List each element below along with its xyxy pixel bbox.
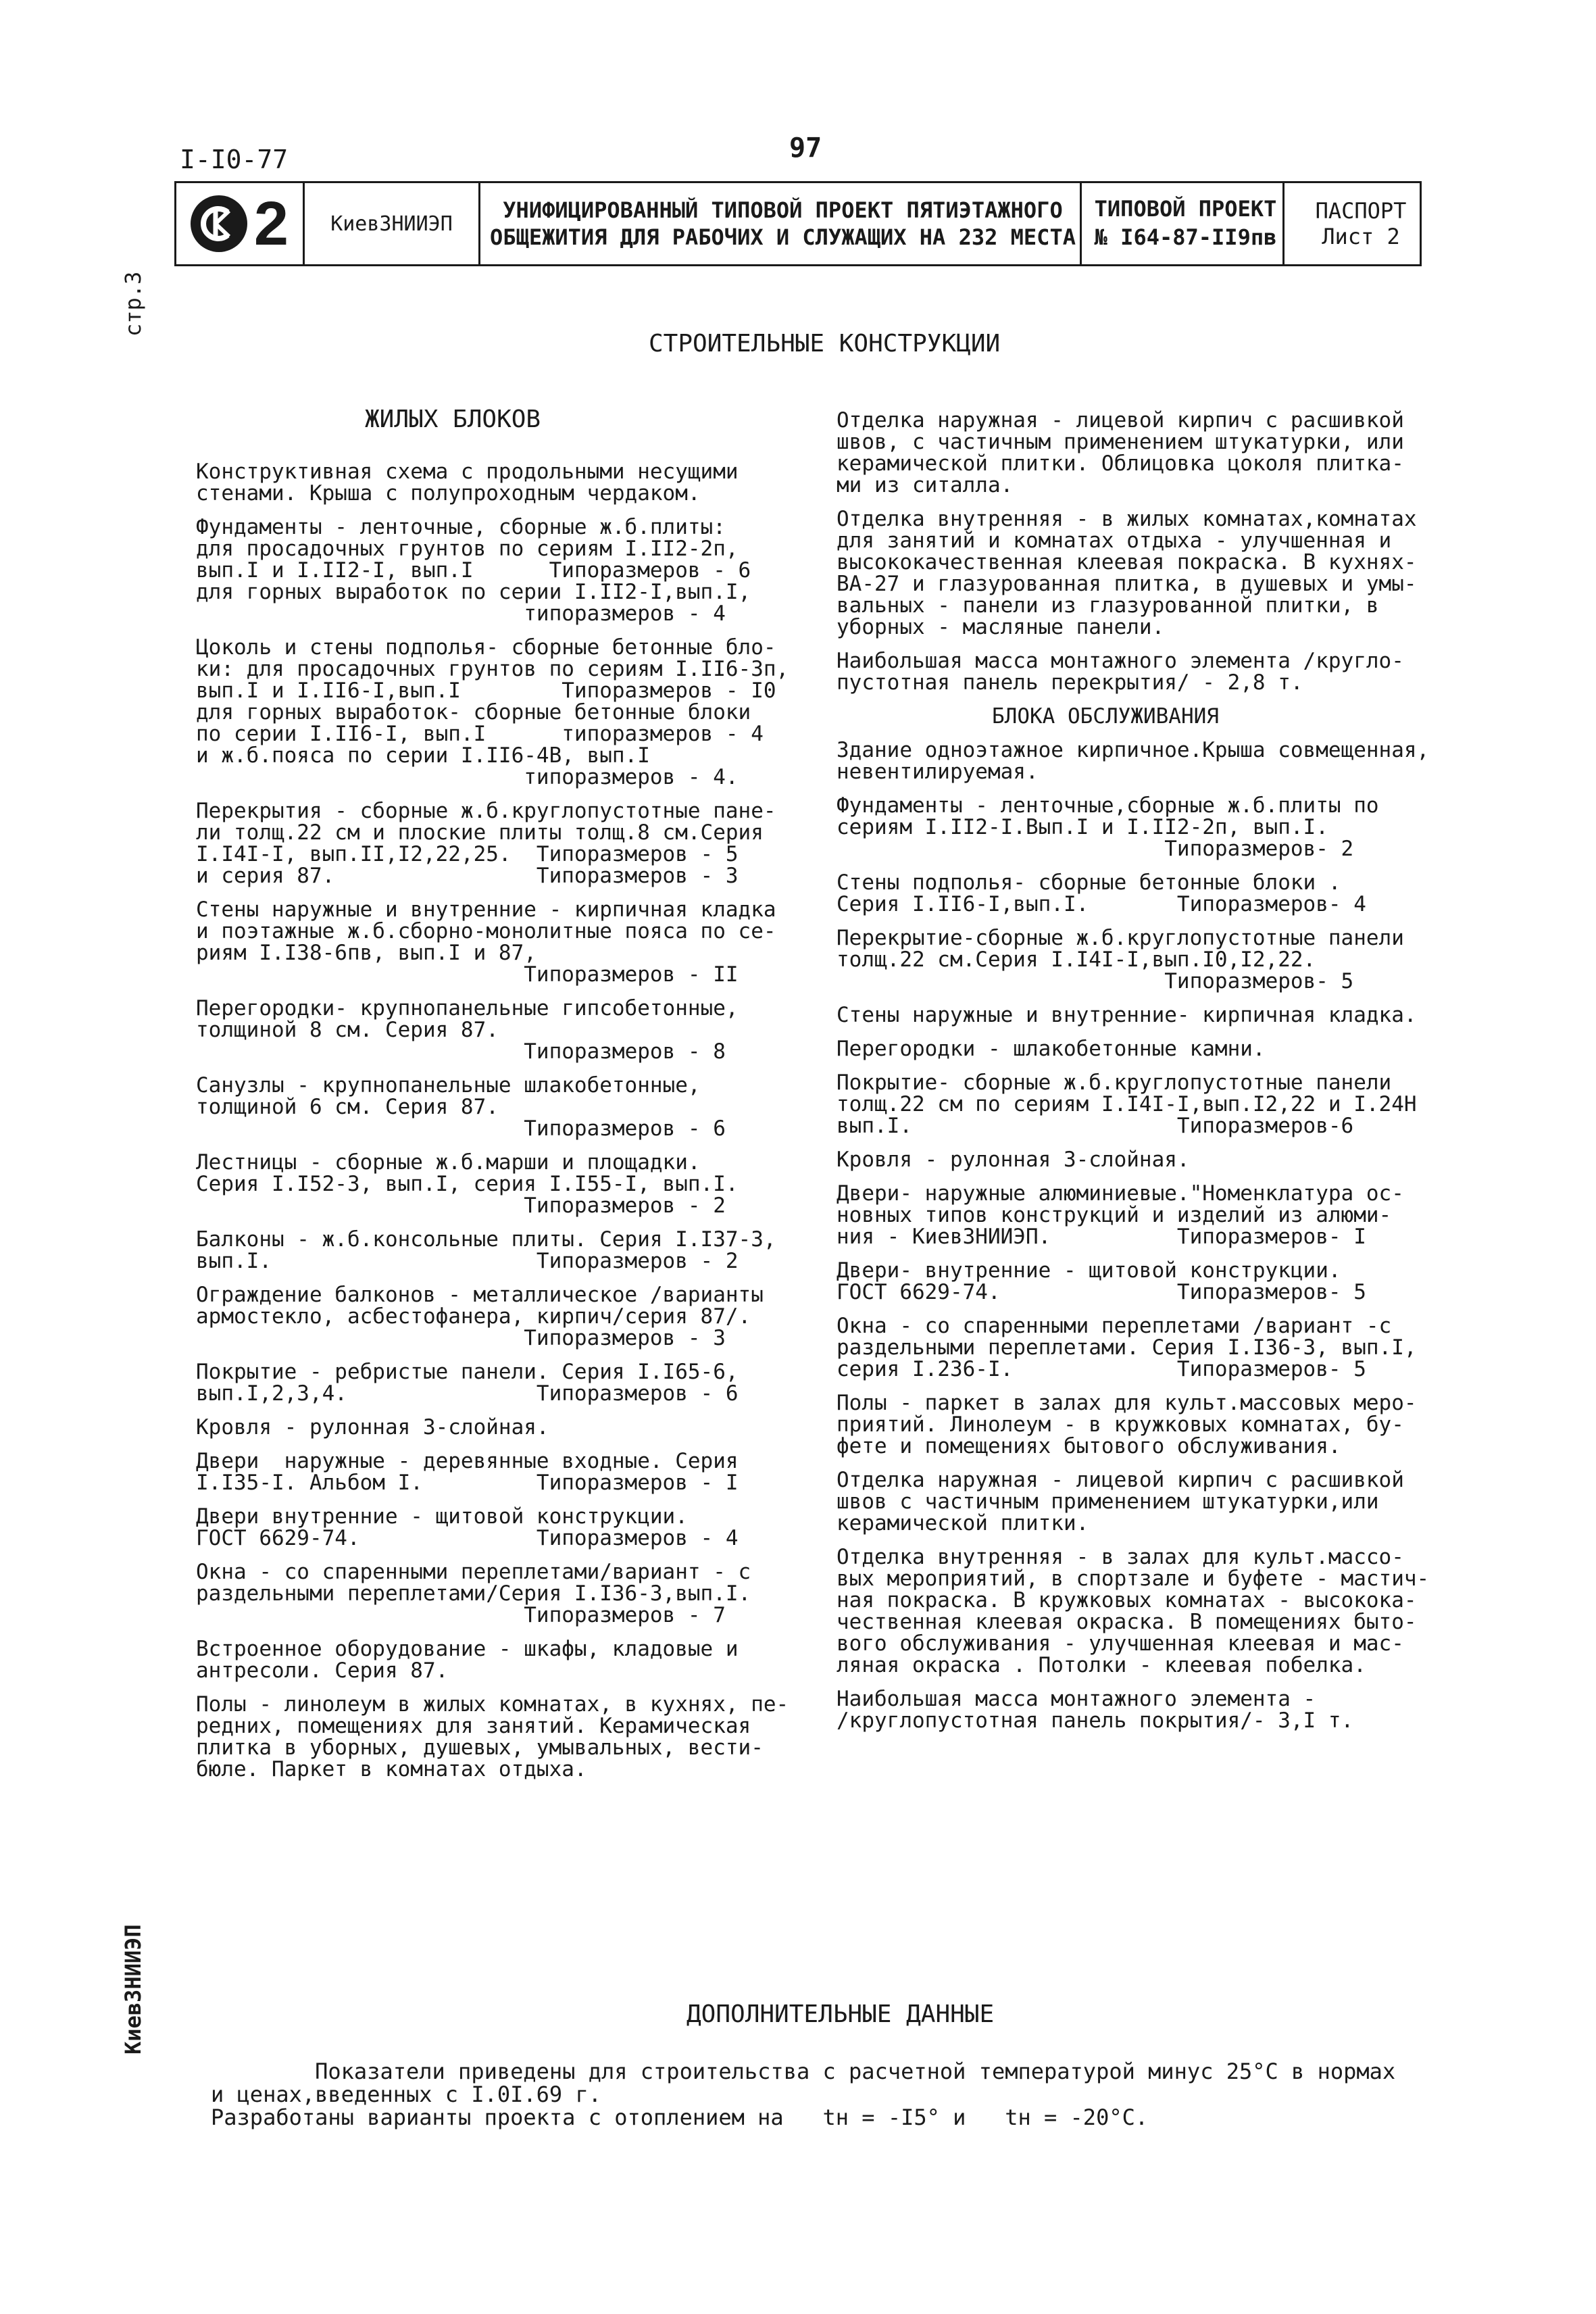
paragraph: Окна - со спаренными переплетами /вариант -с раздельными переплетами. Серия I.I36-3, вып.I, серия I.236-I. Типоразмеров- 5 — [837, 1314, 1417, 1381]
additional-line: Разработаны варианты проекта с отоплением на tн = -I5° и tн = -20°С. — [211, 2104, 1149, 2130]
margin-page-label: стр.3 — [120, 271, 146, 337]
project-name-cell — [480, 183, 1082, 264]
paragraph: Покрытие - ребристые панели. Серия I.I65-6, вып.I,2,3,4. Типоразмеров - 6 — [196, 1360, 739, 1406]
paragraph: Двери- внутренние - щитовой конструкции. ГОСТ 6629-74. Типоразмеров- 5 — [837, 1258, 1366, 1304]
paragraph: Отделка внутренняя - в залах для культ.массо- вых мероприятий, в спортзале и буфете - мастич- ная покраска. В кружковых комнатах - высокока- чественная клеевая окраска. В помещениях быто- вого обслуживания - улучшенная клеевая и мас- ляная окраска . Потолки - клеевая побелка. — [837, 1545, 1430, 1677]
paragraph: Двери наружные - деревянные входные. Серия I.I35-I. Альбом I. Типоразмеров - I — [196, 1449, 739, 1495]
main-section-title: СТРОИТЕЛЬНЫЕ КОНСТРУКЦИИ — [649, 330, 1001, 358]
paragraph: Перекрытие-сборные ж.б.круглопустотные панели толщ.22 см.Серия I.I4I-I,вып.I0,I2,22. Типоразмеров- 5 — [837, 926, 1404, 993]
margin-organization: КиевЗНИИЭП — [120, 1924, 146, 2054]
residential-blocks-title: ЖИЛЫХ БЛОКОВ — [365, 405, 541, 433]
organization-cell: КиевЗНИИЭП — [305, 183, 480, 264]
project-name-line2: ОБЩЕЖИТИЯ ДЛЯ РАБОЧИХ И СЛУЖАЩИХ НА 232 МЕСТА — [490, 224, 1076, 250]
paragraph: Санузлы - крупнопанельные шлакобетонные, толщиной 6 см. Серия 87. Типоразмеров - 6 — [196, 1073, 726, 1141]
additional-data-text — [211, 2060, 1427, 2129]
typical-project-label: ТИПОВОЙ ПРОЕКТ — [1094, 196, 1277, 222]
right-column — [837, 410, 1451, 1744]
paragraph: Отделка внутренняя - в жилых комнатах,комнатах для занятий и комнатах отдыха - улучшенная и высококачественная клеевая покраска. В кухнях- ВА-27 и глазурованная плитка, в душевых и умы- вальных - панели из глазурованной плитки, в уборных - масляные панели. — [837, 507, 1417, 639]
paragraph: Отделка наружная - лицевой кирпич с расшивкой швов с частичным применением штукатурки,или керамической плитки. — [837, 1468, 1404, 1535]
typical-project-cell — [1082, 183, 1285, 264]
typical-project-number: № I64-87-II9пв — [1094, 224, 1277, 250]
paragraph: Наибольшая масса монтажного элемента /кругло- пустотная панель перекрытия/ - 2,8 т. — [837, 649, 1404, 695]
paragraph: Конструктивная схема с продольными несущими стенами. Крыша с полупроходным чердаком. — [196, 460, 739, 506]
paragraph: Встроенное оборудование - шкафы, кладовые и антресоли. Серия 87. — [196, 1637, 739, 1683]
passport-cell — [1285, 183, 1420, 264]
paragraph: Перегородки - шлакобетонные камни. — [837, 1037, 1266, 1061]
paragraph: Фундаменты - ленточные,сборные ж.б.плиты по сериям I.II2-I.Вып.I и I.II2-2п, вып.I. Типоразмеров- 2 — [837, 793, 1379, 861]
paragraph: Полы - паркет в залах для культ.массовых меро- приятий. Линолеум - в кружковых комнатах, бу- фете и помещениях бытового обслуживания. — [837, 1391, 1417, 1458]
paragraph: Отделка наружная - лицевой кирпич с расшивкой швов, с частичным применением штукатурки, или керамической плитки. Облицовка цоколя плитка- ми из ситалла. — [837, 408, 1404, 497]
additional-line: Показатели приведены для строительства с расчетной температурой минус 25°С в нормах — [211, 2059, 1396, 2084]
paragraph: Стены подполья- сборные бетонные блоки . Серия I.II6-I,вып.I. Типоразмеров- 4 — [837, 870, 1366, 916]
project-name-line1: УНИФИЦИРОВАННЫЙ ТИПОВОЙ ПРОЕКТ ПЯТИЭТАЖНОГО — [503, 197, 1063, 223]
paragraph: Здание одноэтажное кирпичное.Крыша совмещенная, невентилируемая. — [837, 738, 1430, 784]
paragraph: Цоколь и стены подполья- сборные бетонные бло- ки: для просадочных грунтов по сериям I.II6-3п, вып.I и I.II6-I,вып.I Типоразмеров - I0 для горных выработок- сборные бетонные блоки по серии I.II6-I, вып.I типоразмеров - 4 и ж.б.пояса по серии I.II6-4В, вып.I типоразмеров - 4. — [196, 635, 789, 789]
paragraph: Стены наружные и внутренние- кирпичная кладка. — [837, 1003, 1417, 1027]
paragraph: Окна - со спаренными переплетами/вариант - с раздельными переплетами/Серия I.I36-3,вып.I. Типоразмеров - 7 — [196, 1560, 751, 1627]
paragraph: Перегородки- крупнопанельные гипсобетонные, толщиной 8 см. Серия 87. Типоразмеров - 8 — [196, 996, 739, 1064]
paragraph: Балконы - ж.б.консольные плиты. Серия I.I37-3, вып.I. Типоразмеров - 2 — [196, 1227, 776, 1273]
paragraph: Стены наружные и внутренние - кирпичная кладка и поэтажные ж.б.сборно-монолитные пояса по се- риям I.I38-6пв, вып.I и 87, Типоразмеров - II — [196, 897, 776, 987]
sheet-number: Лист 2 — [1322, 224, 1400, 249]
paragraph: Кровля - рулонная 3-слойная. — [196, 1415, 549, 1439]
logo-digit: 2 — [253, 189, 289, 258]
paragraph: Двери внутренние - щитовой конструкции. ГОСТ 6629-74. Типоразмеров - 4 — [196, 1504, 739, 1550]
paragraph: Перекрытия - сборные ж.б.круглопустотные пане- ли толщ.22 см и плоские плиты толщ.8 см.Серия I.I4I-I, вып.II,I2,22,25. Типоразмеров - 5 и серия 87. Типоразмеров - 3 — [196, 799, 776, 888]
title-block — [174, 181, 1422, 266]
passport-label: ПАСПОРТ — [1315, 197, 1407, 224]
paragraph: Лестницы - сборные ж.б.марши и площадки. Серия I.I52-3, вып.I, серия I.I55-I, вып.I. Типоразмеров - 2 — [196, 1150, 739, 1218]
paragraph: Двери- наружные алюминиевые."Номенклатура ос- новных типов конструкций и изделий из алюми- ния - КиевЗНИИЭП. Типоразмеров- I — [837, 1181, 1404, 1249]
additional-line: и ценах,введенных с I.0I.69 г. — [211, 2082, 601, 2107]
paragraph: Наибольшая масса монтажного элемента - /круглопустотная панель покрытия/- 3,I т. — [837, 1687, 1354, 1733]
paragraph: Ограждение балконов - металлическое /варианты армостекло, асбестофанера, кирпич/серия 87/. Типоразмеров - 3 — [196, 1283, 764, 1350]
document-code: I-I0-77 — [180, 145, 289, 174]
residential-blocks-column — [196, 461, 818, 1792]
logo-cell — [176, 183, 305, 264]
paragraph: Полы - линолеум в жилых комнатах, в кухнях, пе- редних, помещениях для занятий. Керамическая плитка в уборных, душевых, умывальных, вести- бюле. Паркет в комнатах отдыха. — [196, 1692, 789, 1781]
organization-logo-icon — [191, 195, 247, 252]
paragraph: Фундаменты - ленточные, сборные ж.б.плиты: для просадочных грунтов по сериям I.II2-2п, вып.I и I.II2-I, вып.I Типоразмеров - 6 для горных выработок по серии I.II2-I,вып.I, типоразмеров - 4 — [196, 515, 751, 626]
additional-data-title: ДОПОЛНИТЕЛЬНЫЕ ДАННЫЕ — [687, 2000, 995, 2028]
paragraph: Кровля - рулонная 3-слойная. — [837, 1148, 1190, 1172]
page-number: 97 — [789, 132, 822, 164]
paragraph: Покрытие- сборные ж.б.круглопустотные панели толщ.22 см по сериям I.I4I-I,вып.I2,22 и I.24Н вып.I. Типоразмеров-6 — [837, 1070, 1417, 1138]
service-block-title: БЛОКА ОБСЛУЖИВАНИЯ — [992, 704, 1219, 729]
